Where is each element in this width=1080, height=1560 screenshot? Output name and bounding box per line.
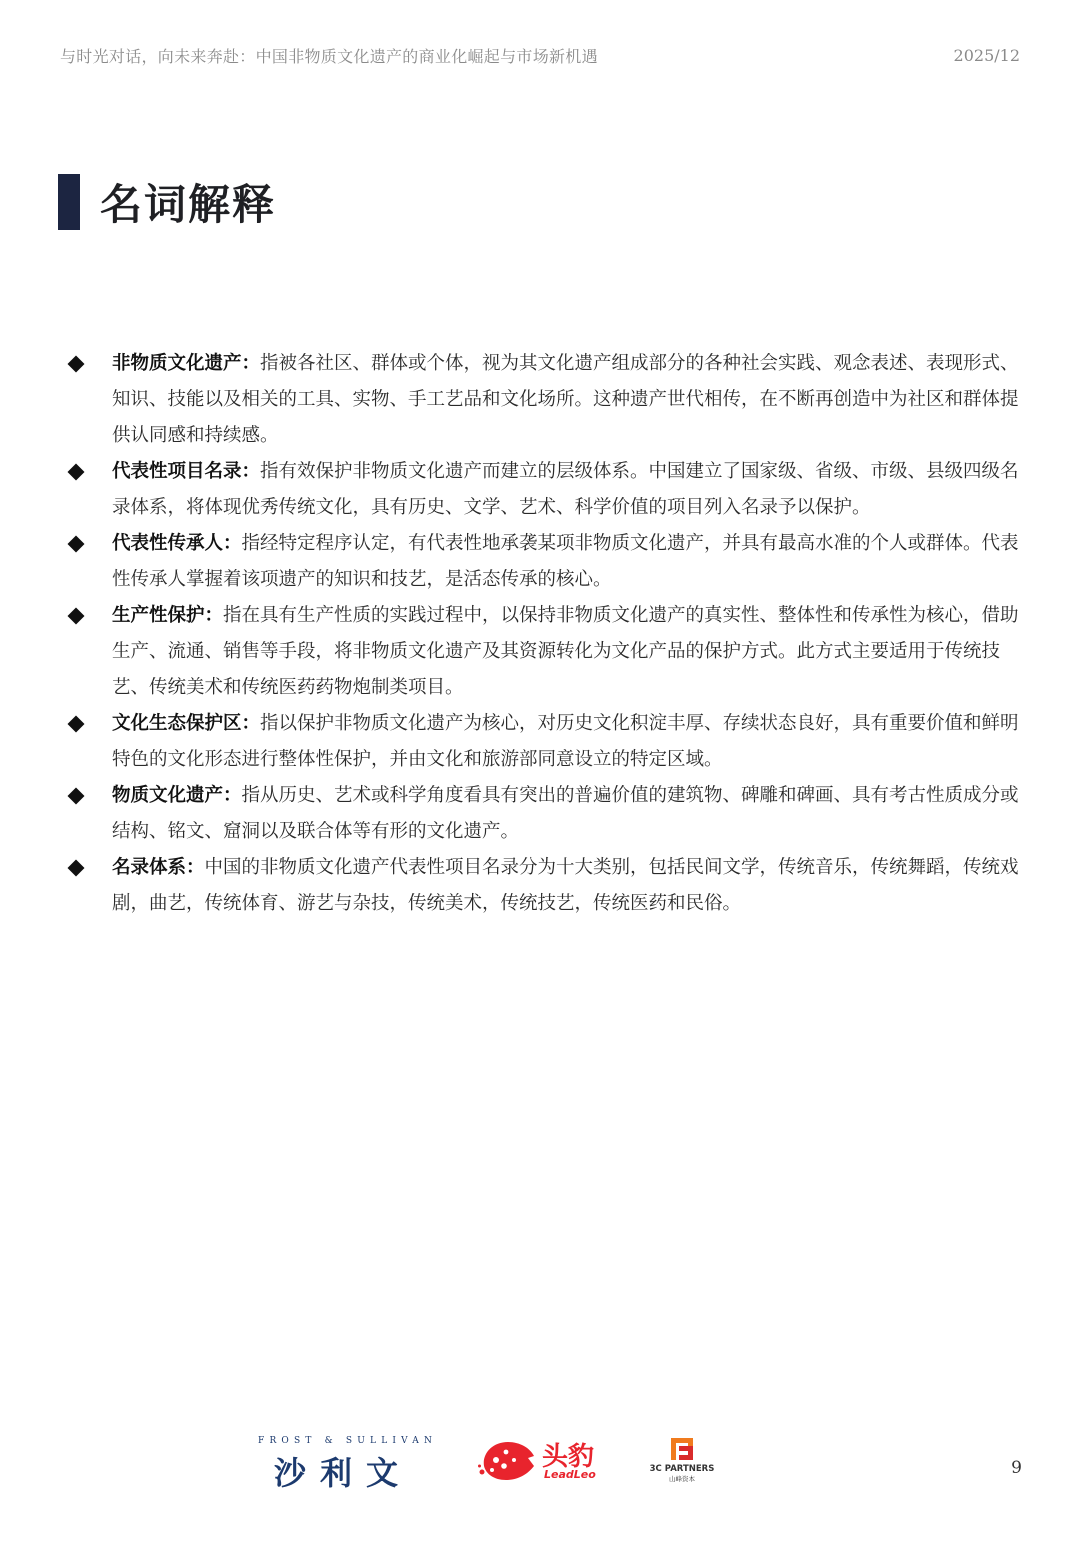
term-definition: 指经特定程序认定，有代表性地承袭某项非物质文化遗产，并具有最高水准的个人或群体。代表性传承人掌握着该项遗产的知识和技艺，是活态传承的核心。 xyxy=(112,533,1019,590)
list-item xyxy=(66,346,1026,454)
term-name: 名录体系： xyxy=(112,857,205,878)
list-item xyxy=(66,598,1026,706)
list-item xyxy=(66,526,1026,598)
term-name: 生产性保护： xyxy=(112,605,224,626)
footer-logos xyxy=(258,1432,738,1492)
term-name: 物质文化遗产： xyxy=(112,785,242,806)
term-definition: 指从历史、艺术或科学角度看具有突出的普遍价值的建筑物、碑雕和碑画、具有考古性质成分或结构、铭文、窟洞以及联合体等有形的文化遗产。 xyxy=(112,785,1019,842)
3c-partners-cn-wordmark: 山峰资本 xyxy=(669,1475,695,1483)
frost-sullivan-logo xyxy=(258,1432,454,1492)
3c-partners-wordmark: 3C PARTNERS xyxy=(649,1464,715,1474)
diamond-bullet-icon xyxy=(68,464,85,481)
leadleo-cn-wordmark: 头豹 xyxy=(542,1442,595,1472)
diamond-bullet-icon xyxy=(68,716,85,733)
list-item xyxy=(66,454,1026,526)
term-definition: 指有效保护非物质文化遗产而建立的层级体系。中国建立了国家级、省级、市级、县级四级名录体系，将体现优秀传统文化，具有历史、文学、艺术、科学价值的项目列入名录予以保护。 xyxy=(112,461,1019,518)
term-name: 非物质文化遗产： xyxy=(112,353,261,374)
leopard-head-icon xyxy=(478,1436,538,1486)
term-name: 文化生态保护区： xyxy=(112,713,261,734)
heading-accent-bar xyxy=(58,174,80,230)
list-item xyxy=(66,778,1026,850)
3c-partners-logo xyxy=(642,1436,722,1488)
report-title: 与时光对话，向未来奔赴：中国非物质文化遗产的商业化崛起与市场新机遇 xyxy=(60,47,598,66)
term-name: 代表性传承人： xyxy=(112,533,242,554)
term-definition: 中国的非物质文化遗产代表性项目名录分为十大类别，包括民间文学，传统音乐，传统舞蹈，传统戏剧，曲艺，传统体育、游艺与杂技，传统美术，传统技艺，传统医药和民俗。 xyxy=(112,857,1019,914)
frost-sullivan-cn-wordmark: 沙利文 xyxy=(274,1454,413,1492)
term-name: 代表性项目名录： xyxy=(112,461,261,482)
diamond-bullet-icon xyxy=(68,788,85,805)
report-date: 2025/12 xyxy=(953,46,1020,65)
leadleo-logo xyxy=(478,1436,608,1488)
term-definition: 指以保护非物质文化遗产为核心，对历史文化积淀丰厚、存续状态良好，具有重要价值和鲜明特色的文化形态进行整体性保护，并由文化和旅游部同意设立的特定区域。 xyxy=(112,713,1019,770)
3c-partners-mark-icon xyxy=(669,1436,695,1462)
page-number: 9 xyxy=(1011,1458,1022,1478)
frost-sullivan-wordmark: FROST & SULLIVAN xyxy=(258,1436,438,1446)
diamond-bullet-icon xyxy=(68,536,85,553)
section-heading xyxy=(58,174,276,230)
diamond-bullet-icon xyxy=(68,608,85,625)
page-title: 名词解释 xyxy=(100,180,277,229)
glossary-list xyxy=(66,346,1026,922)
leadleo-en-wordmark: LeadLeo xyxy=(544,1468,596,1481)
term-definition: 指在具有生产性质的实践过程中，以保持非物质文化遗产的真实性、整体性和传承性为核心，借助生产、流通、销售等手段，将非物质文化遗产及其资源转化为文化产品的保护方式。此方式主要适用于传统技艺、传统美术和传统医药药物炮制类项目。 xyxy=(112,605,1019,698)
list-item xyxy=(66,706,1026,778)
diamond-bullet-icon xyxy=(68,356,85,373)
term-definition: 指被各社区、群体或个体，视为其文化遗产组成部分的各种社会实践、观念表述、表现形式、知识、技能以及相关的工具、实物、手工艺品和文化场所。这种遗产世代相传，在不断再创造中为社区和群体提供认同感和持续感。 xyxy=(112,353,1019,446)
list-item xyxy=(66,850,1026,922)
diamond-bullet-icon xyxy=(68,860,85,877)
